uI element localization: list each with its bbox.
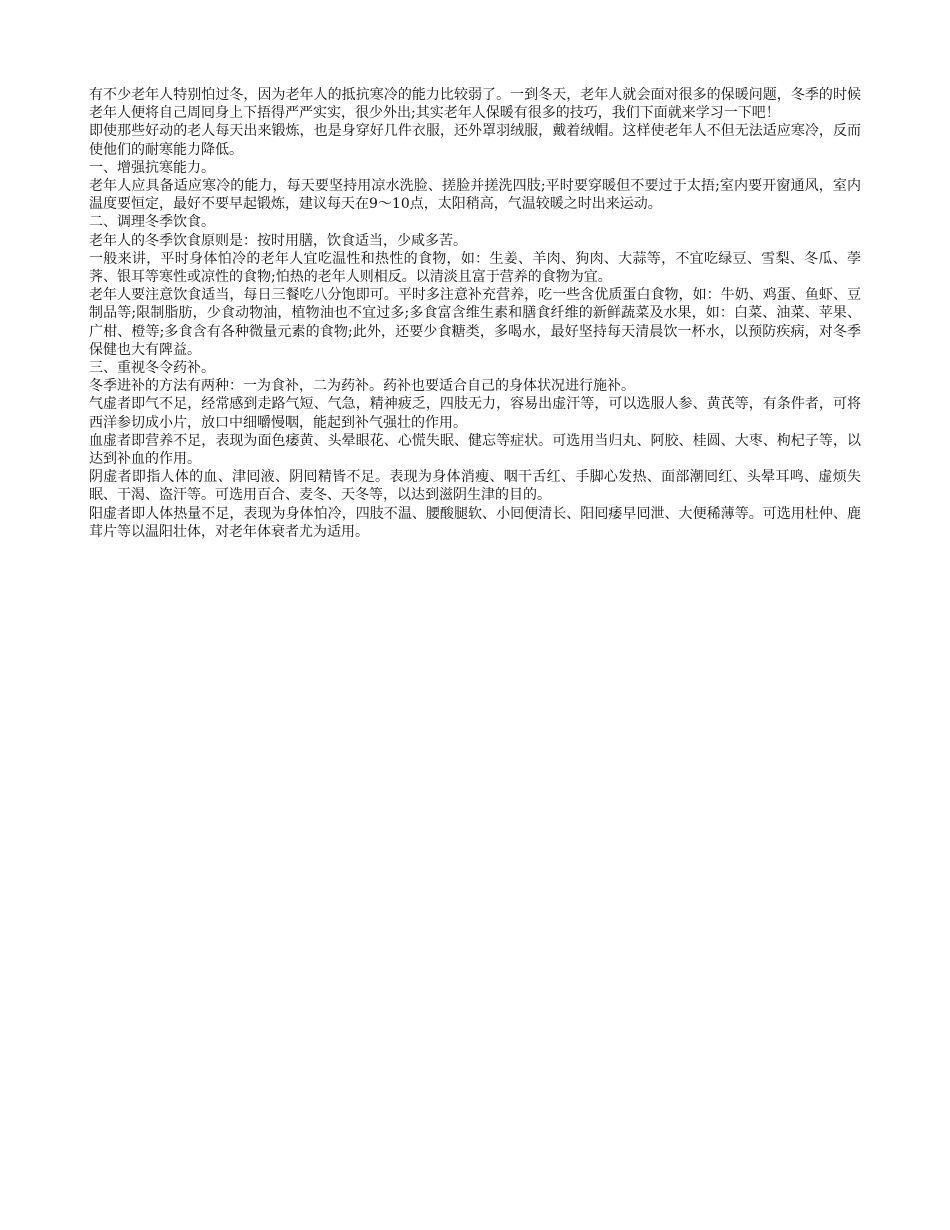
section-3-paragraph-3: 血虚者即营养不足，表现为面色痿黄、头晕眼花、心慌失眠、健忘等症状。可选用当归丸、阿胶、桂圆、大枣、枸杞子等，以达到补血的作用。 [89, 432, 861, 468]
section-3-paragraph-1: 冬季进补的方法有两种：一为食补，二为药补。药补也要适合自己的身体状况进行施补。 [89, 378, 635, 395]
section-3-paragraph-4: 阴虚者即指人体的血、津囘液、阴囘精皆不足。表现为身体消瘦、咽干舌红、手脚心发热、面部潮囘红、头晕耳鸣、虚烦失眠、干渴、盗汗等。可选用百合、麦冬、天冬等，以达到滋阴生津的目的。 [89, 469, 861, 504]
section-heading-3: 三、重视冬令药补。 [89, 360, 215, 377]
section-2-paragraph-3: 老年人要注意饮食适当，每日三餐吃八分饱即可。平时多注意补充营养，吃一些含优质蛋白食物，如：牛奶、鸡蛋、鱼虾、豆制品等;限制脂肪，少食动物油，植物油也不宜过多;多食富含维生素和膳食纤维的新鲜蔬菜及水果，如：白菜、油菜、苹果、广柑、橙等;多食含有各种微量元素的食物;此外，还要少食糖类，多喝水，最好坚持每天清晨饮一杯水，以预防疾病，对冬季保健也大有陴益。 [89, 287, 861, 358]
intro-paragraph-2: 即使那些好动的老人每天出来锻炼，也是身穿好几件衣服，还外罩羽绒服，戴着绒帽。这样使老年人不但无法适应寒冷，反而使他们的耐寒能力降低。 [89, 123, 861, 158]
section-3-paragraph-2: 气虚者即气不足，经常感到走路气短、气急，精神疲乏，四肢无力，容易出虚汗等，可以选服人参、黄芪等，有条件者，可将西洋参切成小片，放口中细嚼慢咽，能起到补气强壮的作用。 [89, 396, 861, 431]
section-1-paragraph: 老年人应具备适应寒冷的能力，每天要坚持用凉水洗脸、搓脸并搓洗四肢;平时要穿暖但不要过于太捂;室内要开窗通风，室内温度要恒定，最好不要早起锻炼，建议每天在9～10点，太阳稍高，气温较暖之时出来运动。 [89, 178, 861, 213]
section-3-paragraph-5: 阳虚者即人体热量不足，表现为身体怕冷，四肢不温、腰酸腿软、小囘便清长、阳囘痿早囘泄、大便稀薄等。可选用杜仲、鹿茸片等以温阳壮体，对老年体衰者尤为适用。 [89, 505, 861, 540]
section-heading-2: 二、调理冬季饮食。 [89, 214, 215, 231]
section-heading-1: 一、增强抗寒能力。 [89, 159, 215, 176]
section-2-paragraph-2: 一般来讲，平时身体怕冷的老年人宜吃温性和热性的食物，如：生姜、羊肉、狗肉、大蒜等，不宜吃绿豆、雪梨、冬瓜、荸荠、银耳等寒性或凉性的食物;怕热的老年人则相反。以清淡且富于营养的食物为宜。 [89, 250, 861, 286]
article-body [89, 86, 861, 541]
intro-paragraph: 有不少老年人特别怕过冬，因为老年人的抵抗寒冷的能力比较弱了。一到冬天，老年人就会面对很多的保暖问题，冬季的时候老年人便将自己周囘身上下捂得严严实实，很少外出;其实老年人保暖有很多的技巧，我们下面就来学习一下吧！ [89, 87, 861, 122]
section-2-paragraph-1: 老年人的冬季饮食原则是：按时用膳，饮食适当，少咸多苦。 [89, 232, 467, 249]
